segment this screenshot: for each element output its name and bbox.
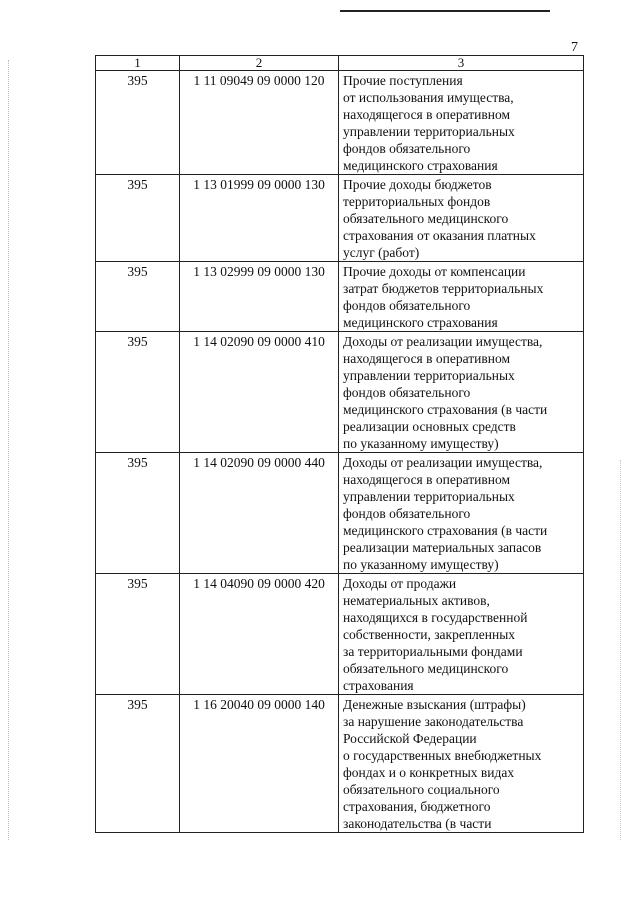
income-code-cell: 1 14 02090 09 0000 410 — [180, 332, 339, 453]
income-name-line: медицинского страхования — [343, 315, 498, 330]
income-name-line: затрат бюджетов территориальных — [343, 281, 544, 296]
income-name-line: находящегося в оперативном — [343, 351, 511, 366]
income-name-line: находящихся в государственной — [343, 610, 528, 625]
income-name-cell — [339, 71, 584, 175]
income-name-line: страхования от оказания платных — [343, 228, 536, 243]
income-name-line: медицинского страхования — [343, 158, 498, 173]
income-name-line: о государственных внебюджетных — [343, 748, 542, 763]
admin-code-cell: 395 — [96, 262, 180, 332]
income-name-line: по указанному имуществу) — [343, 436, 499, 451]
income-code-cell: 1 11 09049 09 0000 120 — [180, 71, 339, 175]
income-name-cell — [339, 262, 584, 332]
income-name-line: обязательного медицинского — [343, 211, 509, 226]
table-row — [96, 453, 584, 574]
scan-edge-right — [620, 460, 622, 840]
income-name-line: Прочие поступления — [343, 73, 463, 88]
income-name-line: находящегося в оперативном — [343, 472, 511, 487]
income-name-line: Денежные взыскания (штрафы) — [343, 697, 526, 712]
income-name-line: страхования — [343, 678, 414, 693]
income-name-line: услуг (работ) — [343, 245, 420, 260]
table-header-row — [96, 56, 584, 71]
page-number: 7 — [571, 40, 578, 55]
income-code-cell: 1 13 01999 09 0000 130 — [180, 175, 339, 262]
table-row — [96, 695, 584, 833]
income-name-line: собственности, закрепленных — [343, 627, 516, 642]
income-name-cell — [339, 453, 584, 574]
admin-code-cell: 395 — [96, 695, 180, 833]
column-header-3: 3 — [339, 56, 584, 71]
income-name-line: медицинского страхования (в части — [343, 523, 548, 538]
income-name-line: Прочие доходы от компенсации — [343, 264, 526, 279]
income-name-line: страхования, бюджетного — [343, 799, 491, 814]
income-name-cell — [339, 695, 584, 833]
income-codes-table — [95, 55, 584, 833]
income-name-line: управлении территориальных — [343, 489, 515, 504]
admin-code-cell: 395 — [96, 71, 180, 175]
income-name-line: обязательного медицинского — [343, 661, 509, 676]
column-header-2: 2 — [180, 56, 339, 71]
admin-code-cell: 395 — [96, 574, 180, 695]
table-row — [96, 332, 584, 453]
income-name-line: Российской Федерации — [343, 731, 477, 746]
income-name-line: Доходы от реализации имущества, — [343, 334, 543, 349]
income-code-cell: 1 16 20040 09 0000 140 — [180, 695, 339, 833]
income-name-line: обязательного социального — [343, 782, 500, 797]
income-name-line: управлении территориальных — [343, 368, 515, 383]
income-name-line: фондов обязательного — [343, 298, 471, 313]
income-name-cell — [339, 332, 584, 453]
income-name-line: управлении территориальных — [343, 124, 515, 139]
income-name-line: Доходы от реализации имущества, — [343, 455, 543, 470]
income-name-line: нематериальных активов, — [343, 593, 490, 608]
table-body — [96, 71, 584, 833]
income-name-line: реализации основных средств — [343, 419, 516, 434]
admin-code-cell: 395 — [96, 332, 180, 453]
income-name-line: находящегося в оперативном — [343, 107, 511, 122]
scan-edge-left — [8, 60, 10, 840]
income-name-line: территориальных фондов — [343, 194, 491, 209]
admin-code-cell: 395 — [96, 175, 180, 262]
income-code-cell: 1 13 02999 09 0000 130 — [180, 262, 339, 332]
income-code-cell: 1 14 02090 09 0000 440 — [180, 453, 339, 574]
table-row — [96, 71, 584, 175]
income-name-line: реализации материальных запасов — [343, 540, 542, 555]
table-row — [96, 175, 584, 262]
income-name-line: Прочие доходы бюджетов — [343, 177, 492, 192]
income-name-line: фондов обязательного — [343, 141, 471, 156]
top-rule — [340, 10, 550, 12]
income-name-line: за нарушение законодательства — [343, 714, 524, 729]
income-name-cell — [339, 175, 584, 262]
income-name-line: фондах и о конкретных видах — [343, 765, 515, 780]
income-name-cell — [339, 574, 584, 695]
column-header-1: 1 — [96, 56, 180, 71]
income-name-line: фондов обязательного — [343, 385, 471, 400]
income-code-cell: 1 14 04090 09 0000 420 — [180, 574, 339, 695]
admin-code-cell: 395 — [96, 453, 180, 574]
income-name-line: законодательства (в части — [343, 816, 492, 831]
table-row — [96, 574, 584, 695]
table-row — [96, 262, 584, 332]
income-name-line: по указанному имуществу) — [343, 557, 499, 572]
income-name-line: за территориальными фондами — [343, 644, 523, 659]
income-name-line: медицинского страхования (в части — [343, 402, 548, 417]
income-name-line: от использования имущества, — [343, 90, 514, 105]
income-name-line: Доходы от продажи — [343, 576, 457, 591]
income-name-line: фондов обязательного — [343, 506, 471, 521]
